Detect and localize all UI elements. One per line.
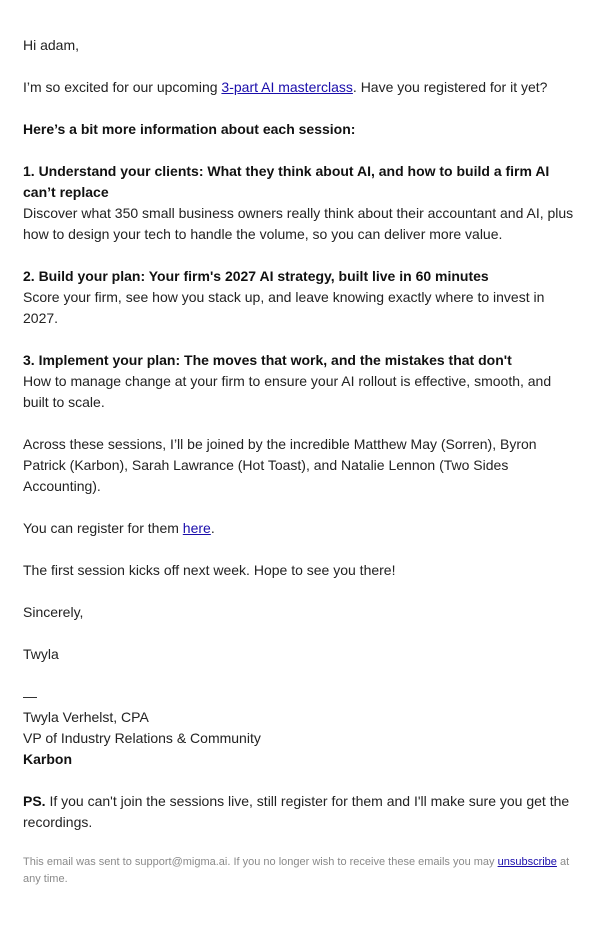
register-here-link[interactable]: here <box>182 520 211 536</box>
session-3-title: 3. Implement your plan: The moves that work, and the mistakes that don't <box>23 352 512 368</box>
speakers-paragraph: Across these sessions, I’ll be joined by the incredible Matthew May (Sorren), Byron Patrick (Karbon), Sarah Lawrance (Hot Toast), and Natalie Lennon (Two Sides Accounting). <box>23 436 537 494</box>
greeting: Hi adam, <box>23 37 80 53</box>
masterclass-link[interactable]: 3-part AI masterclass <box>221 79 353 95</box>
register-text-before: You can register for them <box>23 520 183 536</box>
signature-dash: — <box>23 688 37 704</box>
footer-text-before: This email was sent to support@migma.ai. If you no longer wish to receive these emails you may <box>23 856 498 868</box>
session-2-title: 2. Build your plan: Your firm's 2027 AI strategy, built live in 60 minutes <box>23 268 489 284</box>
footer-text-after: at any time. <box>23 856 570 885</box>
signature-block <box>23 686 577 770</box>
sign-name: Twyla <box>23 646 59 662</box>
session-2 <box>23 266 577 329</box>
ps-text: If you can't join the sessions live, still register for them and I'll make sure you get the recordings. <box>23 793 570 830</box>
ps-label: PS. <box>23 793 46 809</box>
session-1-title: 1. Understand your clients: What they think about AI, and how to build a firm AI can’t replace <box>23 163 550 200</box>
intro-paragraph <box>23 77 577 98</box>
register-text-after: . <box>210 520 215 536</box>
footer-notice <box>23 854 577 888</box>
session-2-description: Score your firm, see how you stack up, and leave knowing exactly where to invest in 2027. <box>23 289 545 326</box>
session-1 <box>23 161 577 245</box>
intro-text-before: I’m so excited for our upcoming <box>23 79 222 95</box>
intro-text-after: . Have you registered for it yet? <box>352 79 548 95</box>
signature-role: VP of Industry Relations & Community <box>23 730 261 746</box>
ps-paragraph <box>23 791 577 833</box>
signature-company: Karbon <box>23 751 72 767</box>
sessions-heading-text: Here’s a bit more information about each session: <box>23 121 356 137</box>
sessions-heading <box>23 119 577 140</box>
signature-name: Twyla Verhelst, CPA <box>23 709 149 725</box>
closing: Sincerely, <box>23 604 84 620</box>
session-3 <box>23 350 577 413</box>
session-1-description: Discover what 350 small business owners really think about their accountant and AI, plus how to design your tech to handle the volume, so you can deliver more value. <box>23 205 574 242</box>
unsubscribe-link[interactable]: unsubscribe <box>497 856 557 868</box>
kickoff-paragraph: The first session kicks off next week. Hope to see you there! <box>23 562 396 578</box>
session-3-description: How to manage change at your firm to ensure your AI rollout is effective, smooth, and built to scale. <box>23 373 552 410</box>
register-paragraph <box>23 518 577 539</box>
